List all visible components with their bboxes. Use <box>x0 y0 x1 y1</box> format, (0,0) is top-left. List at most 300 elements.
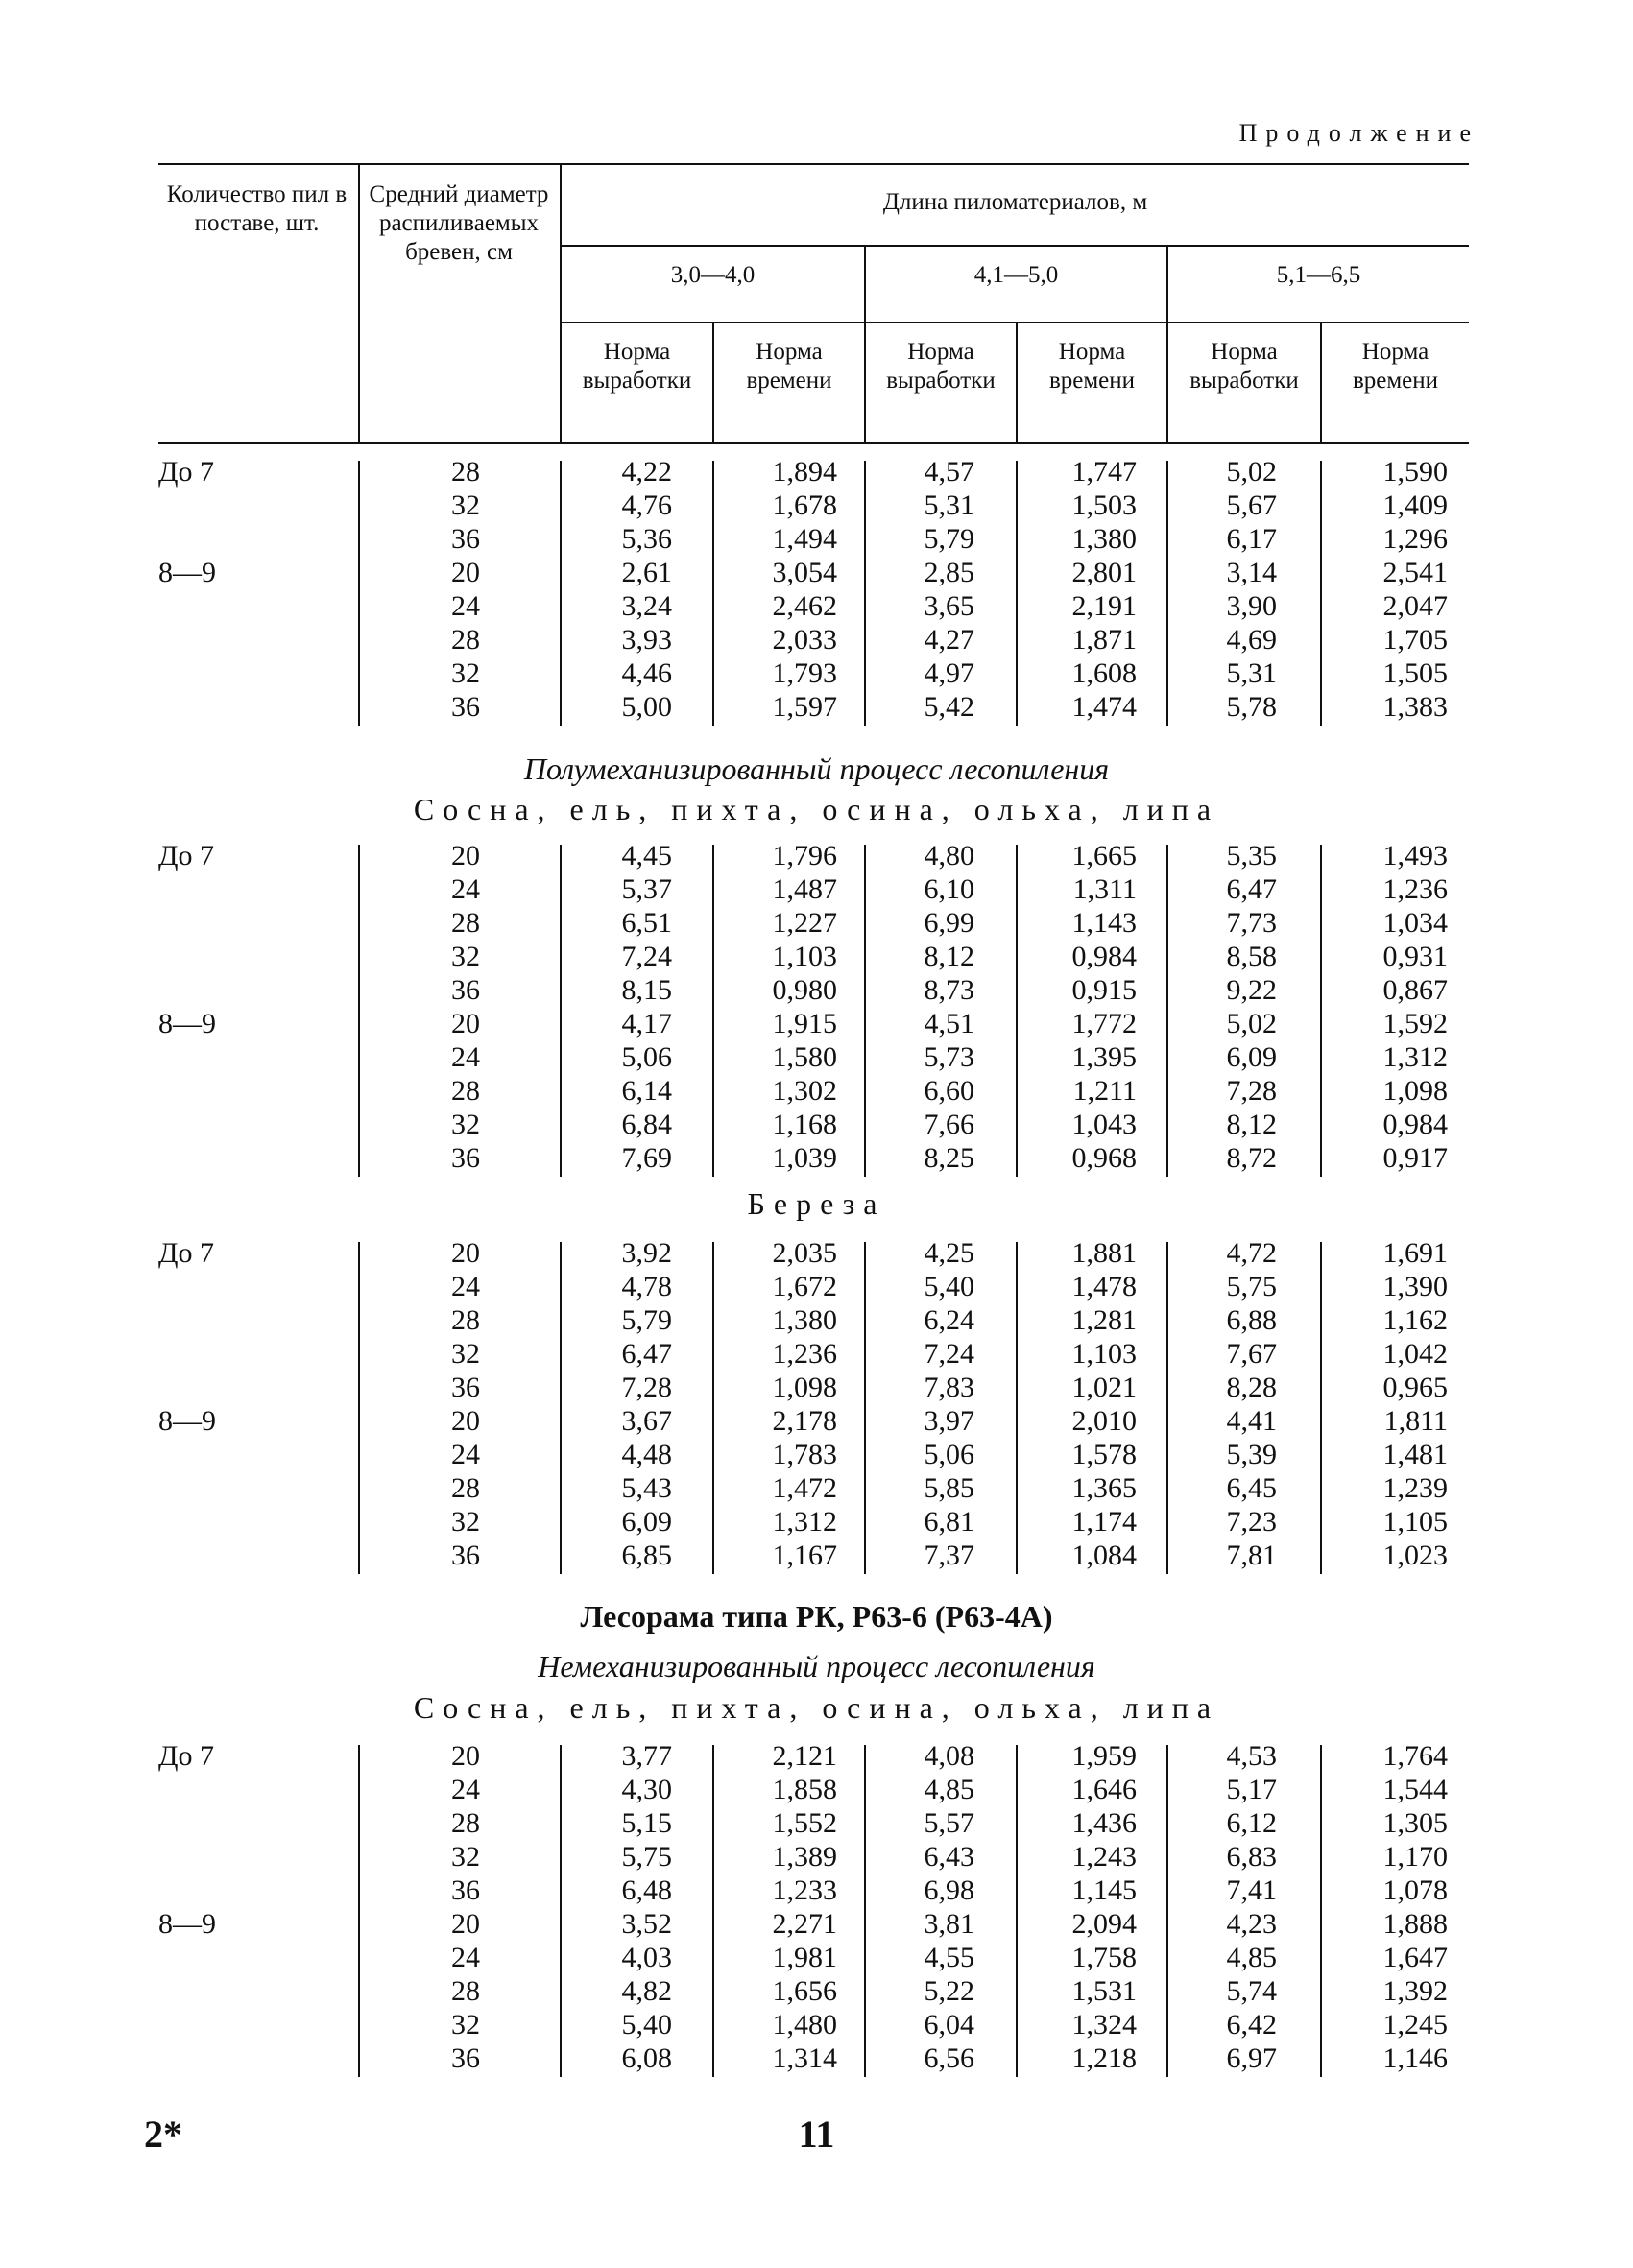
norm-time-cell: 1,162 <box>1382 1304 1448 1336</box>
norm-time-cell: 1,871 <box>1071 624 1137 656</box>
norm-output-cell: 8,12 <box>1226 1109 1277 1140</box>
norm-time-cell: 1,302 <box>772 1075 837 1107</box>
norm-output-cell: 7,83 <box>924 1372 974 1403</box>
section-title: Полумеханизированный процесс лесопиления <box>523 752 1110 786</box>
norm-output-cell: 6,09 <box>1226 1041 1277 1073</box>
norm-output-cell: 6,14 <box>621 1075 672 1107</box>
section-title: Сосна, ель, пихта, осина, ольха, липа <box>413 1690 1220 1725</box>
norm-output-cell: 4,22 <box>621 456 672 488</box>
norm-time-cell: 3,054 <box>772 557 837 588</box>
table-row <box>0 1941 1633 1974</box>
norm-time-cell: 1,168 <box>772 1109 837 1140</box>
norm-output-cell: 4,57 <box>924 456 974 488</box>
table-row <box>0 872 1633 906</box>
norm-time-cell: 1,392 <box>1382 1975 1448 2007</box>
norm-output-cell: 4,53 <box>1226 1740 1277 1772</box>
norm-time-cell: 1,098 <box>1382 1075 1448 1107</box>
table-row <box>0 2008 1633 2041</box>
norm-time-cell: 1,145 <box>1071 1874 1137 1906</box>
norm-time-cell: 1,098 <box>772 1372 837 1403</box>
norm-time-cell: 1,474 <box>1071 691 1137 723</box>
table-row <box>0 657 1633 690</box>
norm-time-cell: 1,239 <box>1382 1472 1448 1504</box>
norm-time-cell: 1,395 <box>1071 1041 1137 1073</box>
norm-output-cell: 3,52 <box>621 1908 672 1940</box>
norm-output-cell: 5,37 <box>621 873 672 905</box>
norm-time-cell: 1,544 <box>1382 1774 1448 1805</box>
norm-output-cell: 5,39 <box>1226 1439 1277 1470</box>
norm-output-cell: 6,12 <box>1226 1807 1277 1839</box>
norm-time-cell: 0,965 <box>1382 1372 1448 1403</box>
diameter-cell: 32 <box>451 941 480 972</box>
norm-time-cell: 1,233 <box>772 1874 837 1906</box>
diameter-cell: 28 <box>451 624 480 656</box>
norm-time-cell: 1,243 <box>1071 1841 1137 1873</box>
norm-output-cell: 5,00 <box>621 691 672 723</box>
diameter-cell: 24 <box>451 1271 480 1302</box>
table-row <box>0 690 1633 724</box>
norm-output-cell: 3,14 <box>1226 557 1277 588</box>
norm-time-cell: 2,121 <box>772 1740 837 1772</box>
norm-output-cell: 5,31 <box>924 489 974 521</box>
diameter-cell: 36 <box>451 523 480 555</box>
table-row <box>0 1270 1633 1303</box>
norm-time-cell: 1,608 <box>1071 657 1137 689</box>
norm-output-cell: 6,47 <box>621 1338 672 1370</box>
header-range: 5,1—6,5 <box>1276 262 1361 288</box>
norm-output-cell: 3,90 <box>1226 590 1277 622</box>
diameter-cell: 32 <box>451 2009 480 2041</box>
norm-time-cell: 1,758 <box>1071 1942 1137 1973</box>
header-bottom-rule <box>158 442 1469 444</box>
norm-output-cell: 5,06 <box>621 1041 672 1073</box>
norm-time-cell: 1,390 <box>1382 1271 1448 1302</box>
norm-time-cell: 1,105 <box>1382 1506 1448 1538</box>
norm-time-cell: 2,033 <box>772 624 837 656</box>
header-norm-time: Норма времени <box>1048 339 1136 394</box>
norm-output-cell: 6,17 <box>1226 523 1277 555</box>
page-number: 11 <box>798 2113 835 2156</box>
norm-output-cell: 5,15 <box>621 1807 672 1839</box>
norm-time-cell: 1,764 <box>1382 1740 1448 1772</box>
norm-output-cell: 4,82 <box>621 1975 672 2007</box>
norm-time-cell: 1,236 <box>1382 873 1448 905</box>
diameter-cell: 32 <box>451 1338 480 1370</box>
norm-time-cell: 2,047 <box>1382 590 1448 622</box>
norm-time-cell: 1,531 <box>1071 1975 1137 2007</box>
norm-time-cell: 2,271 <box>772 1908 837 1940</box>
norm-output-cell: 4,23 <box>1226 1908 1277 1940</box>
norm-time-cell: 1,103 <box>772 941 837 972</box>
norm-time-cell: 1,311 <box>1072 873 1137 905</box>
saw-count-cell: До 7 <box>158 1237 214 1269</box>
diameter-cell: 24 <box>451 1439 480 1470</box>
norm-time-cell: 1,578 <box>1071 1439 1137 1470</box>
norm-output-cell: 3,77 <box>621 1740 672 1772</box>
norm-output-cell: 4,69 <box>1226 624 1277 656</box>
norm-time-cell: 1,023 <box>1382 1540 1448 1571</box>
norm-output-cell: 3,97 <box>924 1405 974 1437</box>
table-row <box>0 1404 1633 1438</box>
norm-output-cell: 3,65 <box>924 590 974 622</box>
norm-time-cell: 1,678 <box>772 489 837 521</box>
header-norm-output: Норма выработки <box>1189 339 1299 394</box>
norm-time-cell: 1,480 <box>772 2009 837 2041</box>
norm-time-cell: 1,296 <box>1382 523 1448 555</box>
table-row <box>0 1108 1633 1141</box>
norm-output-cell: 6,85 <box>621 1540 672 1571</box>
table-row <box>0 1040 1633 1074</box>
norm-output-cell: 5,36 <box>621 523 672 555</box>
norm-output-cell: 4,76 <box>621 489 672 521</box>
norm-output-cell: 4,78 <box>621 1271 672 1302</box>
continuation-label: Продолжение <box>1238 119 1479 147</box>
diameter-cell: 28 <box>451 456 480 488</box>
norm-time-cell: 1,305 <box>1382 1807 1448 1839</box>
header-norm-time: Норма времени <box>746 339 832 394</box>
norm-time-cell: 1,084 <box>1071 1540 1137 1571</box>
norm-output-cell: 8,73 <box>924 974 974 1006</box>
norm-time-cell: 1,691 <box>1382 1237 1448 1269</box>
norm-output-cell: 6,99 <box>924 907 974 939</box>
norm-output-cell: 5,79 <box>621 1304 672 1336</box>
norm-time-cell: 1,597 <box>772 691 837 723</box>
norm-output-cell: 4,45 <box>621 840 672 871</box>
norm-output-cell: 8,12 <box>924 941 974 972</box>
norm-output-cell: 8,72 <box>1226 1142 1277 1174</box>
diameter-cell: 20 <box>451 840 480 871</box>
norm-time-cell: 1,409 <box>1382 489 1448 521</box>
norm-output-cell: 5,02 <box>1226 1008 1277 1039</box>
norm-time-cell: 1,380 <box>772 1304 837 1336</box>
norm-time-cell: 1,034 <box>1382 907 1448 939</box>
norm-output-cell: 5,75 <box>621 1841 672 1873</box>
table-row <box>0 623 1633 657</box>
table-row <box>0 1806 1633 1840</box>
norm-time-cell: 1,211 <box>1072 1075 1137 1107</box>
norm-output-cell: 4,08 <box>924 1740 974 1772</box>
norm-output-cell: 7,28 <box>621 1372 672 1403</box>
diameter-cell: 20 <box>451 1405 480 1437</box>
saw-count-cell: 8—9 <box>158 1008 216 1039</box>
norm-output-cell: 5,79 <box>924 523 974 555</box>
norm-output-cell: 5,35 <box>1226 840 1277 871</box>
norm-output-cell: 6,47 <box>1226 873 1277 905</box>
norm-time-cell: 2,801 <box>1071 557 1137 588</box>
table-row <box>0 1007 1633 1040</box>
norm-output-cell: 6,48 <box>621 1874 672 1906</box>
norm-time-cell: 1,646 <box>1071 1774 1137 1805</box>
norm-output-cell: 6,10 <box>924 873 974 905</box>
diameter-cell: 28 <box>451 1975 480 2007</box>
norm-output-cell: 5,31 <box>1226 657 1277 689</box>
norm-output-cell: 5,40 <box>621 2009 672 2041</box>
norm-time-cell: 1,103 <box>1071 1338 1137 1370</box>
table-row <box>0 940 1633 973</box>
norm-time-cell: 1,380 <box>1071 523 1137 555</box>
table-row <box>0 1840 1633 1874</box>
norm-output-cell: 6,56 <box>924 2042 974 2074</box>
norm-time-cell: 1,481 <box>1382 1439 1448 1470</box>
norm-output-cell: 8,28 <box>1226 1372 1277 1403</box>
norm-output-cell: 6,42 <box>1226 2009 1277 2041</box>
table-row <box>0 1471 1633 1505</box>
norm-time-cell: 1,324 <box>1071 2009 1137 2041</box>
norm-output-cell: 6,60 <box>924 1075 974 1107</box>
norm-output-cell: 4,30 <box>621 1774 672 1805</box>
table-row <box>0 1773 1633 1806</box>
norm-time-cell: 1,383 <box>1382 691 1448 723</box>
norm-output-cell: 4,72 <box>1226 1237 1277 1269</box>
norm-output-cell: 4,85 <box>924 1774 974 1805</box>
norm-time-cell: 2,035 <box>772 1237 837 1269</box>
saw-count-cell: До 7 <box>158 456 214 488</box>
norm-time-cell: 1,811 <box>1383 1405 1448 1437</box>
norm-time-cell: 1,281 <box>1071 1304 1137 1336</box>
norm-time-cell: 0,867 <box>1382 974 1448 1006</box>
header-rule-norms <box>560 322 1469 323</box>
diameter-cell: 28 <box>451 1304 480 1336</box>
table-row <box>0 1371 1633 1404</box>
header-count-label: Количество пил в поставе, шт. <box>166 181 348 236</box>
table-row <box>0 1337 1633 1371</box>
norm-time-cell: 1,236 <box>772 1338 837 1370</box>
table-row <box>0 1907 1633 1941</box>
norm-time-cell: 1,365 <box>1071 1472 1137 1504</box>
diameter-cell: 36 <box>451 2042 480 2074</box>
norm-time-cell: 1,021 <box>1071 1372 1137 1403</box>
norm-output-cell: 3,93 <box>621 624 672 656</box>
norm-output-cell: 4,85 <box>1226 1942 1277 1973</box>
saw-count-cell: До 7 <box>158 840 214 871</box>
norm-output-cell: 5,75 <box>1226 1271 1277 1302</box>
norm-output-cell: 8,15 <box>621 974 672 1006</box>
norm-time-cell: 1,881 <box>1071 1237 1137 1269</box>
table-row <box>0 1141 1633 1175</box>
norm-time-cell: 1,590 <box>1382 456 1448 488</box>
table-row <box>0 1074 1633 1108</box>
diameter-cell: 28 <box>451 1807 480 1839</box>
table-row <box>0 1974 1633 2008</box>
norm-output-cell: 6,24 <box>924 1304 974 1336</box>
norm-output-cell: 6,83 <box>1226 1841 1277 1873</box>
norm-output-cell: 5,57 <box>924 1807 974 1839</box>
norm-time-cell: 1,647 <box>1382 1942 1448 1973</box>
table-row <box>0 906 1633 940</box>
diameter-cell: 36 <box>451 691 480 723</box>
norm-time-cell: 2,191 <box>1071 590 1137 622</box>
norm-output-cell: 6,97 <box>1226 2042 1277 2074</box>
norm-output-cell: 4,25 <box>924 1237 974 1269</box>
table-row <box>0 1539 1633 1572</box>
norm-output-cell: 7,24 <box>924 1338 974 1370</box>
norm-output-cell: 3,67 <box>621 1405 672 1437</box>
norm-time-cell: 1,389 <box>772 1841 837 1873</box>
norm-time-cell: 1,505 <box>1382 657 1448 689</box>
norm-time-cell: 1,772 <box>1071 1008 1137 1039</box>
norm-output-cell: 2,61 <box>621 557 672 588</box>
norm-time-cell: 1,888 <box>1382 1908 1448 1940</box>
norm-time-cell: 1,959 <box>1071 1740 1137 1772</box>
norm-output-cell: 6,45 <box>1226 1472 1277 1504</box>
norm-time-cell: 1,312 <box>1382 1041 1448 1073</box>
diameter-cell: 32 <box>451 1109 480 1140</box>
section-title: Береза <box>747 1186 886 1221</box>
diameter-cell: 32 <box>451 1841 480 1873</box>
norm-time-cell: 1,552 <box>772 1807 837 1839</box>
table-row <box>0 556 1633 589</box>
norm-time-cell: 0,931 <box>1382 941 1448 972</box>
norm-output-cell: 7,24 <box>621 941 672 972</box>
norm-output-cell: 3,92 <box>621 1237 672 1269</box>
diameter-cell: 20 <box>451 1237 480 1269</box>
header-range: 4,1—5,0 <box>973 262 1059 288</box>
norm-output-cell: 6,84 <box>621 1109 672 1140</box>
signature-mark: 2* <box>144 2113 182 2156</box>
header-norm-time: Норма времени <box>1352 339 1439 394</box>
norm-time-cell: 1,705 <box>1382 624 1448 656</box>
norm-output-cell: 6,04 <box>924 2009 974 2041</box>
saw-count-cell: 8—9 <box>158 557 216 588</box>
norm-output-cell: 5,40 <box>924 1271 974 1302</box>
diameter-cell: 24 <box>451 1041 480 1073</box>
diameter-cell: 20 <box>451 1008 480 1039</box>
norm-output-cell: 7,73 <box>1226 907 1277 939</box>
norm-time-cell: 0,917 <box>1382 1142 1448 1174</box>
norm-output-cell: 5,02 <box>1226 456 1277 488</box>
norm-time-cell: 0,980 <box>772 974 837 1006</box>
diameter-cell: 24 <box>451 1774 480 1805</box>
norm-output-cell: 4,48 <box>621 1439 672 1470</box>
norm-output-cell: 2,85 <box>924 557 974 588</box>
diameter-cell: 24 <box>451 1942 480 1973</box>
norm-time-cell: 0,968 <box>1071 1142 1137 1174</box>
norm-time-cell: 1,143 <box>1071 907 1137 939</box>
norm-output-cell: 7,23 <box>1226 1506 1277 1538</box>
norm-output-cell: 5,42 <box>924 691 974 723</box>
norm-output-cell: 7,37 <box>924 1540 974 1571</box>
table-row <box>0 839 1633 872</box>
diameter-cell: 28 <box>451 1472 480 1504</box>
diameter-cell: 36 <box>451 1142 480 1174</box>
norm-output-cell: 5,06 <box>924 1439 974 1470</box>
norm-output-cell: 3,81 <box>924 1908 974 1940</box>
table-row <box>0 1236 1633 1270</box>
header-range: 3,0—4,0 <box>670 262 756 288</box>
norm-time-cell: 1,042 <box>1382 1338 1448 1370</box>
header-length-label: Длина пиломатериалов, м <box>882 189 1148 215</box>
norm-time-cell: 1,894 <box>772 456 837 488</box>
norm-time-cell: 1,478 <box>1071 1271 1137 1302</box>
table-row <box>0 522 1633 556</box>
header-diameter-label: Средний диаметр распиливаемых бревен, см <box>369 181 549 265</box>
norm-output-cell: 5,67 <box>1226 489 1277 521</box>
norm-time-cell: 1,227 <box>772 907 837 939</box>
norm-time-cell: 1,858 <box>772 1774 837 1805</box>
diameter-cell: 24 <box>451 590 480 622</box>
norm-time-cell: 1,494 <box>772 523 837 555</box>
table-row <box>0 589 1633 623</box>
section-title: Немеханизированный процесс лесопиления <box>538 1649 1095 1683</box>
diameter-cell: 24 <box>451 873 480 905</box>
norm-time-cell: 1,981 <box>772 1942 837 1973</box>
norm-output-cell: 6,88 <box>1226 1304 1277 1336</box>
norm-output-cell: 7,81 <box>1226 1540 1277 1571</box>
norm-time-cell: 2,010 <box>1071 1405 1137 1437</box>
table-row <box>0 1303 1633 1337</box>
norm-time-cell: 1,312 <box>772 1506 837 1538</box>
norm-output-cell: 6,81 <box>924 1506 974 1538</box>
norm-time-cell: 2,541 <box>1382 557 1448 588</box>
diameter-cell: 28 <box>451 907 480 939</box>
norm-time-cell: 2,178 <box>772 1405 837 1437</box>
norm-output-cell: 5,73 <box>924 1041 974 1073</box>
norm-time-cell: 1,592 <box>1382 1008 1448 1039</box>
table-row <box>0 1874 1633 1907</box>
diameter-cell: 20 <box>451 557 480 588</box>
norm-output-cell: 5,43 <box>621 1472 672 1504</box>
norm-time-cell: 1,783 <box>772 1439 837 1470</box>
norm-time-cell: 1,170 <box>1382 1841 1448 1873</box>
norm-time-cell: 1,493 <box>1382 840 1448 871</box>
table-top-rule <box>158 163 1469 165</box>
diameter-cell: 28 <box>451 1075 480 1107</box>
norm-time-cell: 1,672 <box>772 1271 837 1302</box>
norm-output-cell: 5,78 <box>1226 691 1277 723</box>
norm-output-cell: 4,46 <box>621 657 672 689</box>
norm-time-cell: 1,580 <box>772 1041 837 1073</box>
norm-time-cell: 1,747 <box>1071 456 1137 488</box>
norm-output-cell: 7,41 <box>1226 1874 1277 1906</box>
diameter-cell: 20 <box>451 1908 480 1940</box>
norm-time-cell: 2,094 <box>1071 1908 1137 1940</box>
norm-output-cell: 6,98 <box>924 1874 974 1906</box>
norm-output-cell: 5,74 <box>1226 1975 1277 2007</box>
diameter-cell: 36 <box>451 1874 480 1906</box>
header-norm-output: Норма выработки <box>886 339 996 394</box>
norm-output-cell: 7,67 <box>1226 1338 1277 1370</box>
table-row <box>0 455 1633 489</box>
saw-count-cell: 8—9 <box>158 1405 216 1437</box>
table-row <box>0 2041 1633 2075</box>
norm-time-cell: 1,472 <box>772 1472 837 1504</box>
norm-output-cell: 4,55 <box>924 1942 974 1973</box>
table-row <box>0 1739 1633 1773</box>
header-norm-output: Норма выработки <box>582 339 692 394</box>
norm-output-cell: 3,24 <box>621 590 672 622</box>
diameter-cell: 32 <box>451 657 480 689</box>
norm-time-cell: 1,174 <box>1071 1506 1137 1538</box>
norm-output-cell: 6,43 <box>924 1841 974 1873</box>
norm-time-cell: 1,665 <box>1071 840 1137 871</box>
norm-time-cell: 1,078 <box>1382 1874 1448 1906</box>
norm-output-cell: 7,66 <box>924 1109 974 1140</box>
norm-time-cell: 1,796 <box>772 840 837 871</box>
table-row <box>0 973 1633 1007</box>
table-row <box>0 1438 1633 1471</box>
norm-output-cell: 4,80 <box>924 840 974 871</box>
diameter-cell: 32 <box>451 1506 480 1538</box>
norm-output-cell: 8,25 <box>924 1142 974 1174</box>
norm-time-cell: 1,793 <box>772 657 837 689</box>
norm-time-cell: 1,314 <box>772 2042 837 2074</box>
norm-time-cell: 1,656 <box>772 1975 837 2007</box>
diameter-cell: 20 <box>451 1740 480 1772</box>
norm-time-cell: 1,039 <box>772 1142 837 1174</box>
norm-time-cell: 1,487 <box>772 873 837 905</box>
norm-time-cell: 1,146 <box>1382 2042 1448 2074</box>
norm-output-cell: 4,03 <box>621 1942 672 1973</box>
